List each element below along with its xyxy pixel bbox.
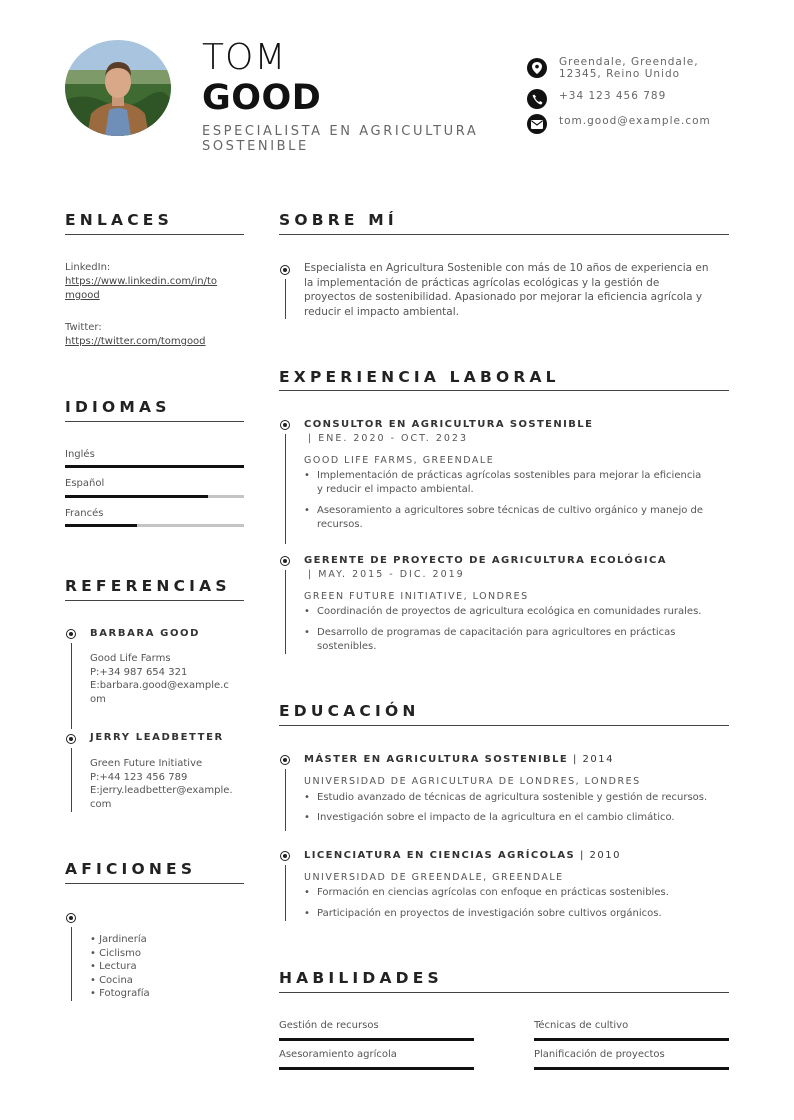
section-divider bbox=[65, 234, 244, 235]
contact-email bbox=[527, 114, 767, 134]
skill-name: Gestión de recursos bbox=[279, 1020, 379, 1031]
degree-item-text: Investigación sobre el impacto de la agricultura en el cambio climático. bbox=[317, 812, 675, 823]
degree-item bbox=[304, 811, 734, 825]
hobby-item: • Fotografía bbox=[90, 988, 150, 1000]
degree-year: | 2010 bbox=[579, 850, 621, 861]
section-title-hobbies: AFICIONES bbox=[65, 860, 197, 878]
about-text bbox=[304, 261, 734, 319]
timeline-line bbox=[285, 865, 286, 921]
timeline-line bbox=[285, 570, 286, 654]
link-linkedin bbox=[65, 261, 245, 303]
section-title-references: REFERENCIAS bbox=[65, 577, 231, 595]
first-name: TOM bbox=[202, 37, 287, 78]
skill-bar bbox=[279, 1067, 474, 1070]
timeline-bullet bbox=[280, 851, 290, 861]
timeline-bullet bbox=[280, 556, 290, 566]
job-item bbox=[304, 605, 734, 619]
about-line: Especialista en Agricultura Sostenible con más de 10 años de experiencia en bbox=[304, 262, 709, 274]
phone-icon bbox=[527, 89, 547, 109]
bullet-dot: • bbox=[304, 812, 310, 823]
bullet-dot: • bbox=[304, 908, 310, 919]
reference-email-line-2: com bbox=[90, 798, 112, 810]
section-title-education: EDUCACIÓN bbox=[279, 702, 420, 720]
address-line-1: Greendale, Greendale, bbox=[559, 56, 699, 68]
timeline-line bbox=[285, 434, 286, 544]
section-divider bbox=[279, 390, 729, 391]
job-item-line: y reducir el impacto ambiental. bbox=[317, 484, 474, 495]
mail-icon bbox=[527, 114, 547, 134]
skill-bar bbox=[534, 1067, 729, 1070]
hobby-item: • Ciclismo bbox=[90, 947, 141, 959]
job-title-line-1: ESPECIALISTA EN AGRICULTURA bbox=[202, 124, 479, 139]
degree-institution: UNIVERSIDAD DE AGRICULTURA DE LONDRES, LONDRES bbox=[304, 776, 641, 787]
degree-item-text: Formación en ciencias agrícolas con enfoque en prácticas sostenibles. bbox=[317, 887, 669, 898]
section-title-experience: EXPERIENCIA LABORAL bbox=[279, 368, 560, 386]
address-line-2: 12345, Reino Unido bbox=[559, 68, 681, 80]
timeline-bullet bbox=[280, 420, 290, 430]
degree-institution: UNIVERSIDAD DE GREENDALE, GREENDALE bbox=[304, 872, 564, 883]
contact-address bbox=[527, 58, 767, 80]
section-divider bbox=[65, 883, 244, 884]
timeline-bullet bbox=[280, 755, 290, 765]
hobby-item: • Jardinería bbox=[90, 934, 147, 945]
job-item-line: Implementación de prácticas agrícolas sostenibles para mejorar la eficiencia bbox=[317, 470, 702, 481]
job-item-line: Desarrollo de programas de capacitación para agricultores en prácticas bbox=[317, 627, 676, 638]
phone-number[interactable]: +34 123 456 789 bbox=[559, 90, 667, 102]
degree-title bbox=[304, 753, 614, 766]
timeline-line bbox=[285, 279, 286, 319]
last-name: GOOD bbox=[202, 78, 322, 118]
language-level-fill bbox=[65, 465, 244, 468]
job-company: GREEN FUTURE INITIATIVE, LONDRES bbox=[304, 591, 529, 602]
link-label: LinkedIn: bbox=[65, 262, 111, 273]
section-divider bbox=[279, 992, 729, 993]
bullet-dot: • bbox=[304, 470, 310, 481]
job-item-line: sostenibles. bbox=[317, 641, 377, 652]
degree-title bbox=[304, 849, 621, 862]
job-item-line: recursos. bbox=[317, 519, 363, 530]
timeline-line bbox=[285, 769, 286, 831]
job-date: | ENE. 2020 - OCT. 2023 bbox=[308, 433, 469, 444]
degree-year: | 2014 bbox=[572, 754, 614, 765]
reference-email-line-1: E:barbara.good@example.c bbox=[90, 680, 229, 691]
bullet-dot: • bbox=[304, 627, 310, 638]
language-name: Inglés bbox=[65, 449, 95, 460]
section-divider bbox=[279, 234, 729, 235]
section-divider bbox=[279, 725, 729, 726]
job-item-line: Coordinación de proyectos de agricultura ecológica en comunidades rurales. bbox=[317, 606, 702, 617]
degree-item-text: Participación en proyectos de investigación sobre cultivos orgánicos. bbox=[317, 908, 662, 919]
link-label: Twitter: bbox=[65, 322, 102, 333]
job-company: GOOD LIFE FARMS, GREENDALE bbox=[304, 455, 495, 466]
job-item bbox=[304, 469, 734, 497]
language-level-bar bbox=[65, 495, 244, 498]
language-name: Francés bbox=[65, 508, 104, 519]
timeline-line bbox=[71, 927, 72, 1001]
job-date: | MAY. 2015 - DIC. 2019 bbox=[308, 569, 465, 580]
email-address[interactable]: tom.good@example.com bbox=[559, 115, 711, 127]
language-level-fill bbox=[65, 524, 137, 527]
hobby-list bbox=[90, 933, 150, 1001]
reference-details bbox=[90, 652, 250, 706]
reference-email-line-2: om bbox=[90, 693, 106, 705]
location-pin-icon bbox=[527, 58, 547, 78]
job-title bbox=[202, 124, 522, 154]
reference-email-line-1: E:jerry.leadbetter@example. bbox=[90, 785, 233, 796]
section-divider bbox=[65, 421, 244, 422]
degree-item bbox=[304, 791, 734, 805]
reference-phone: P:+44 123 456 789 bbox=[90, 771, 188, 783]
section-title-languages: IDIOMAS bbox=[65, 398, 171, 416]
job-item bbox=[304, 626, 734, 654]
section-title-skills: HABILIDADES bbox=[279, 969, 443, 987]
degree-item bbox=[304, 907, 734, 921]
reference-phone: P:+34 987 654 321 bbox=[90, 666, 188, 678]
hobby-item: • Lectura bbox=[90, 961, 137, 973]
section-title-links: ENLACES bbox=[65, 211, 173, 229]
hobby-item: • Cocina bbox=[90, 974, 133, 986]
timeline-bullet bbox=[280, 265, 290, 275]
timeline-bullet bbox=[66, 913, 76, 923]
reference-name: JERRY LEADBETTER bbox=[90, 732, 224, 743]
profile-photo bbox=[65, 40, 171, 136]
reference-details bbox=[90, 757, 250, 811]
reference-name: BARBARA GOOD bbox=[90, 628, 201, 639]
section-title-about: SOBRE MÍ bbox=[279, 211, 398, 229]
degree-item-text: Estudio avanzado de técnicas de agricultura sostenible y gestión de recursos. bbox=[317, 792, 708, 803]
bullet-dot: • bbox=[304, 606, 310, 617]
skill-name: Asesoramiento agrícola bbox=[279, 1049, 397, 1060]
link-twitter bbox=[65, 321, 245, 349]
bullet-dot: • bbox=[304, 792, 310, 803]
about-line: reducir el impacto ambiental. bbox=[304, 305, 459, 318]
contact-phone bbox=[527, 89, 767, 109]
bullet-dot: • bbox=[304, 505, 310, 516]
timeline-line bbox=[71, 748, 72, 812]
about-line: proyectos de sostenibilidad. Apasionado por mejorar la eficiencia agrícola y bbox=[304, 291, 703, 303]
linkedin-url-line-2[interactable]: mgood bbox=[65, 290, 100, 301]
job-item bbox=[304, 504, 734, 532]
reference-company: Good Life Farms bbox=[90, 653, 171, 664]
language-level-bar bbox=[65, 524, 244, 527]
degree-name: MÁSTER EN AGRICULTURA SOSTENIBLE bbox=[304, 754, 569, 765]
skill-bar bbox=[279, 1038, 474, 1041]
job-title: CONSULTOR EN AGRICULTURA SOSTENIBLE bbox=[304, 419, 594, 430]
language-name: Español bbox=[65, 478, 105, 489]
reference-company: Green Future Initiative bbox=[90, 758, 203, 769]
bullet-dot: • bbox=[304, 887, 310, 898]
language-level-fill bbox=[65, 495, 208, 498]
job-item-line: Asesoramiento a agricultores sobre técnicas de cultivo orgánico y manejo de bbox=[317, 505, 704, 516]
degree-name: LICENCIATURA EN CIENCIAS AGRÍCOLAS bbox=[304, 850, 576, 861]
timeline-bullet bbox=[66, 734, 76, 744]
job-title: GERENTE DE PROYECTO DE AGRICULTURA ECOLÓGICA bbox=[304, 555, 667, 566]
skill-bar bbox=[534, 1038, 729, 1041]
skill-name: Planificación de proyectos bbox=[534, 1049, 665, 1060]
linkedin-url-line-1[interactable]: https://www.linkedin.com/in/to bbox=[65, 276, 218, 287]
twitter-url[interactable]: https://twitter.com/tomgood bbox=[65, 336, 206, 347]
timeline-line bbox=[71, 643, 72, 729]
language-level-bar bbox=[65, 465, 244, 468]
job-title-line-2: SOSTENIBLE bbox=[202, 139, 309, 154]
skill-name: Técnicas de cultivo bbox=[534, 1020, 629, 1031]
section-divider bbox=[65, 600, 244, 601]
timeline-bullet bbox=[66, 629, 76, 639]
about-line: la implementación de prácticas agrícolas ecológicas y la gestión de bbox=[304, 276, 660, 289]
degree-item bbox=[304, 886, 734, 900]
